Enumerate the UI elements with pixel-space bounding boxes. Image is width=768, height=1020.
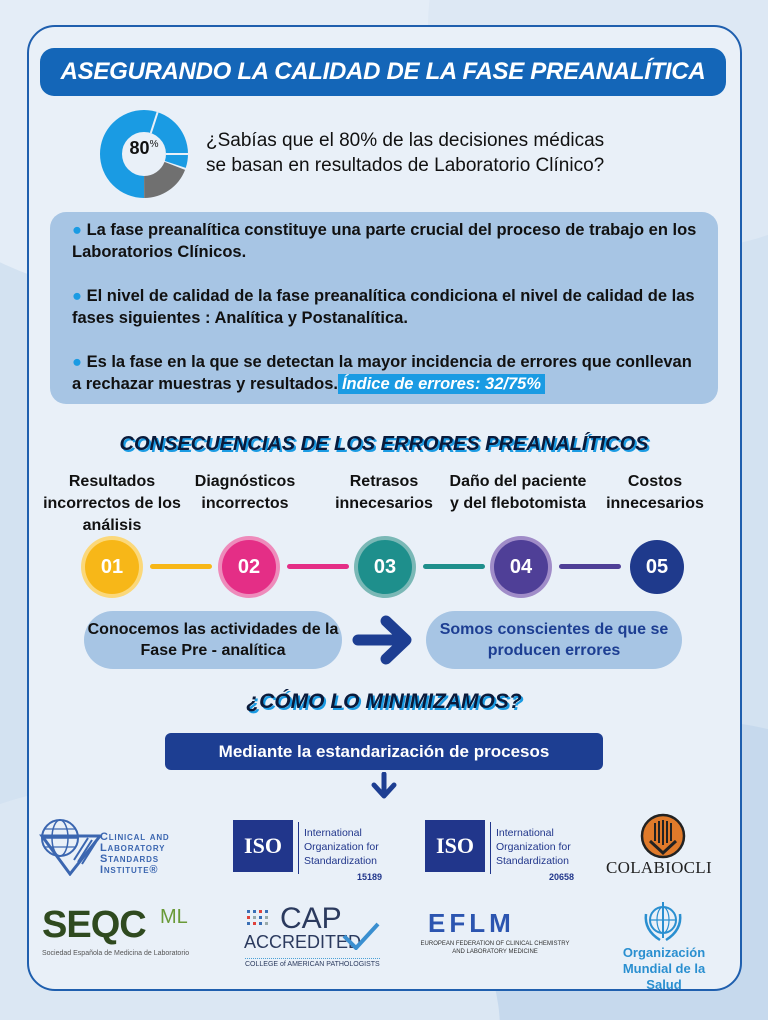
how-heading: ¿CÓMO LO MINIMIZAMOS?	[246, 690, 522, 713]
page-title: ASEGURANDO LA CALIDAD DE LA FASE PREANALÍTICA	[60, 58, 706, 85]
checkmark-icon	[342, 922, 380, 950]
divider	[298, 822, 299, 874]
consequence-label: Retrasos innecesarios	[335, 473, 433, 512]
step-circle-05: 05	[630, 540, 684, 594]
seqc-subtitle: Sociedad Española de Medicina de Laboratorio	[42, 950, 190, 957]
step-circle-04: 04	[494, 540, 548, 594]
clsi-globe-icon	[38, 818, 102, 876]
divider	[490, 822, 491, 874]
connector-line	[150, 564, 212, 569]
eflm-logo: EFLM	[428, 908, 515, 938]
clsi-logo: Clinical and Laboratory Standards Institute®	[100, 831, 170, 876]
who-logo: Organización Mundial de la Salud	[622, 945, 706, 992]
info-item: ● Es la fase en la que se detectan la mayor incidencia de errores que conllevan a rechazar muestras y resultados. Índice de errores: 32/75%	[72, 353, 692, 393]
cap-subtitle: COLLEGE of AMERICAN PATHOLOGISTS	[245, 958, 380, 968]
consequence-label: Costos innecesarios	[606, 473, 704, 512]
colabiocli-emblem-icon	[640, 813, 686, 859]
step-circle-01: 01	[85, 540, 139, 594]
iso-20658-logo: ISO	[425, 820, 485, 872]
connector-line	[559, 564, 621, 569]
iso-15189-text: International Organization for Standardization	[304, 827, 379, 867]
bullet-icon: ●	[72, 353, 82, 371]
seqc-logo-suffix: ML	[160, 906, 188, 928]
cap-dots-icon	[245, 908, 275, 932]
iso-20658-number: 20658	[549, 872, 575, 882]
title-banner	[40, 48, 726, 96]
iso-20658-text: International Organization for Standardization	[496, 827, 571, 867]
iso-15189-number: 15189	[357, 872, 383, 882]
bullet-icon: ●	[72, 287, 82, 305]
cap-logo: CAP	[280, 902, 342, 935]
donut-center-label: 80%	[129, 138, 159, 158]
consequences-heading: CONSECUENCIAS DE LOS ERRORES PREANALÍTICOS	[119, 433, 649, 455]
arrow-right-icon	[352, 615, 416, 665]
iso-15189-logo: ISO	[233, 820, 293, 872]
stat-question: ¿Sabías que el 80% de las decisiones médicas se basan en resultados de Laboratorio Clínico?	[206, 130, 605, 176]
who-emblem-icon	[640, 900, 686, 944]
arrow-down-icon	[370, 772, 398, 800]
info-box	[50, 212, 718, 404]
error-index-badge: Índice de errores: 32/75%	[338, 374, 545, 394]
consequence-label: Daño del paciente y del flebotomista	[449, 473, 587, 512]
bullet-icon: ●	[72, 221, 82, 239]
info-item: ● La fase preanalítica constituye una parte crucial del proceso de trabajo en los Laboratorios Clínicos.	[72, 221, 697, 261]
connector-line	[287, 564, 349, 569]
consequence-label: Resultados incorrectos de los análisis	[43, 473, 181, 534]
eflm-subtitle: EUROPEAN FEDERATION OF CLINICAL CHEMISTRY AND LABORATORY MEDICINE	[420, 941, 570, 955]
seqc-logo: SEQC	[42, 904, 146, 946]
cap-accredited: ACCREDITED	[244, 932, 362, 952]
standardization-banner: Mediante la estandarización de procesos	[165, 733, 603, 770]
colabiocli-logo: COLABIOCLI	[606, 858, 712, 877]
consequence-label: Diagnósticos incorrectos	[194, 473, 296, 512]
connector-line	[423, 564, 485, 569]
step-circle-02: 02	[222, 540, 276, 594]
flow-pill-right: Somos conscientes de que se producen errores	[426, 611, 682, 669]
step-circle-03: 03	[358, 540, 412, 594]
info-item: ● El nivel de calidad de la fase preanalítica condiciona el nivel de calidad de las fases siguientes : Analítica y Postanalítica.	[72, 287, 695, 327]
flow-pill-left: Conocemos las actividades de la Fase Pre - analítica	[84, 611, 342, 669]
